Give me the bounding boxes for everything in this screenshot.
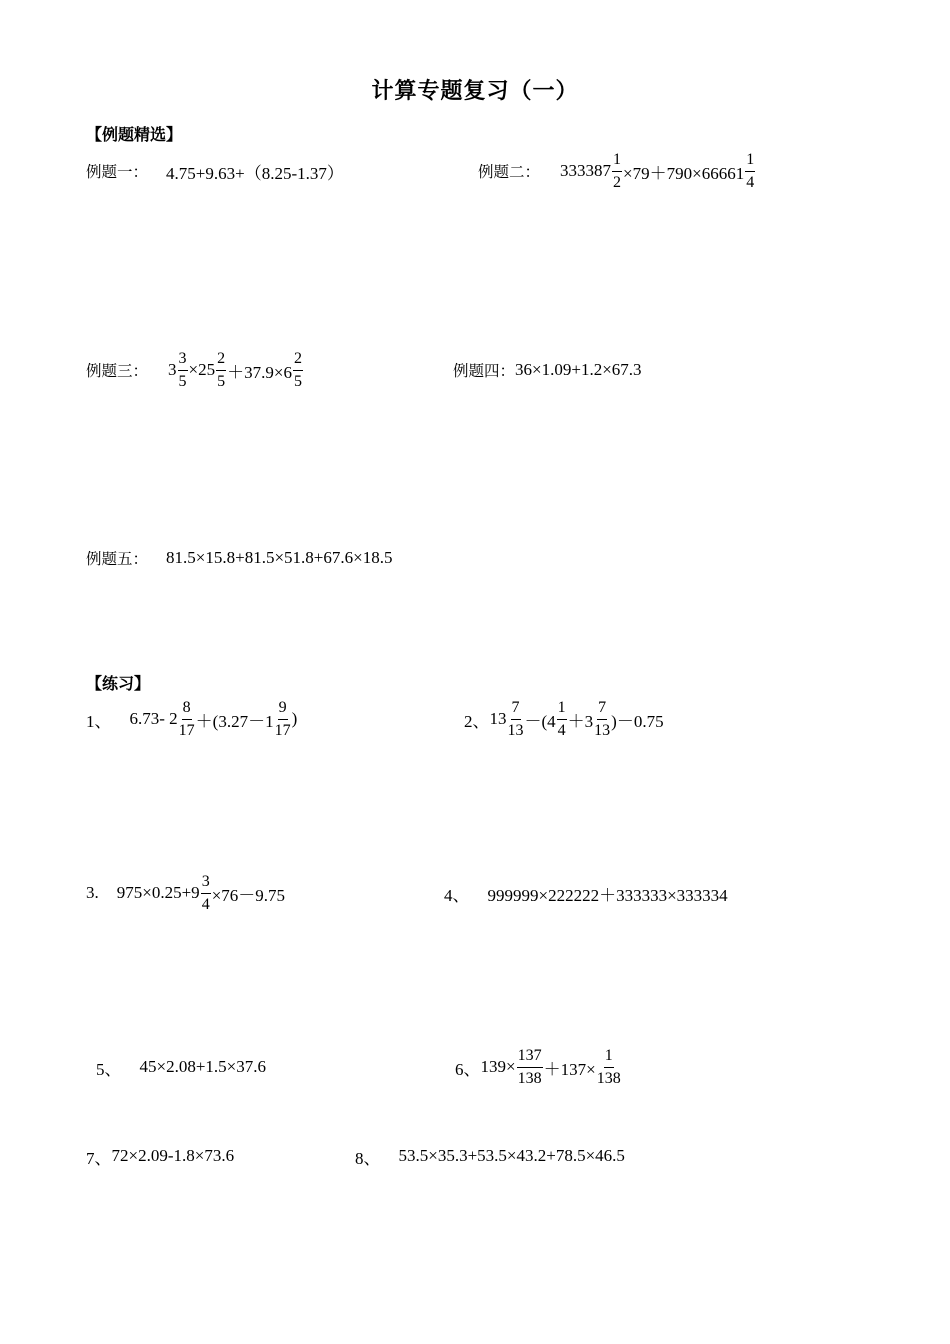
practice-6 — [455, 1044, 622, 1090]
practice-3-part: 975×0.25+9 — [116, 883, 200, 902]
fraction-numerator: 3 — [201, 874, 211, 894]
fraction — [508, 700, 524, 739]
fraction — [557, 700, 567, 739]
practice-1-part: ) — [291, 709, 298, 728]
fraction — [216, 351, 226, 390]
fraction-denominator: 17 — [274, 721, 291, 739]
example-3-label: 例题三： — [86, 362, 149, 380]
practice-5-expression: 45×2.08+1.5×37.6 — [139, 1057, 267, 1076]
fraction-denominator: 4 — [746, 173, 755, 191]
practice-1 — [86, 696, 297, 742]
fraction — [293, 351, 303, 390]
section-heading-practice: 【练习】 — [86, 674, 151, 693]
practice-7-label: 7、 — [86, 1148, 112, 1168]
example-5-expression: 81.5×15.8+81.5×51.8+67.6×18.5 — [166, 548, 393, 567]
example-4 — [453, 358, 642, 382]
practice-6-part: ＋137× — [543, 1059, 596, 1079]
fraction-numerator: 2 — [293, 351, 303, 371]
fraction-denominator: 13 — [594, 721, 611, 739]
fraction-numerator: 1 — [604, 1048, 614, 1068]
example-4-label: 例题四： — [453, 362, 516, 380]
fraction — [179, 700, 195, 739]
practice-3 — [86, 870, 285, 916]
practice-1-part: 6.73- 2 — [129, 709, 178, 728]
fraction — [594, 700, 610, 739]
practice-3-label: 3. — [86, 883, 99, 902]
example-3-part: 3 — [168, 360, 177, 379]
example-2 — [478, 148, 756, 194]
fraction-numerator: 1 — [745, 152, 755, 172]
practice-6-label: 6、 — [455, 1059, 481, 1079]
example-1 — [86, 159, 344, 183]
fraction-denominator: 138 — [517, 1069, 542, 1087]
example-5 — [86, 546, 392, 570]
practice-4-label: 4、 — [444, 885, 470, 905]
fraction-numerator: 137 — [517, 1048, 543, 1068]
fraction — [275, 700, 291, 739]
practice-8-label: 8、 — [355, 1148, 381, 1168]
fraction-denominator: 4 — [201, 895, 210, 913]
example-3 — [86, 347, 304, 393]
fraction-numerator: 7 — [597, 700, 607, 720]
practice-2-part: )－0.75 — [611, 711, 664, 731]
example-3-part: ＋37.9×6 — [227, 362, 292, 382]
fraction — [612, 152, 622, 191]
fraction-numerator: 1 — [612, 152, 622, 172]
practice-1-part: ＋(3.27－1 — [195, 711, 274, 731]
section-heading-examples: 【例题精选】 — [86, 125, 183, 144]
practice-2-part: ＋3 — [567, 711, 594, 731]
practice-5-label: 5、 — [96, 1059, 122, 1079]
page-title: 计算专题复习（一） — [371, 79, 579, 104]
fraction-numerator: 9 — [278, 700, 288, 720]
practice-7 — [86, 1144, 234, 1168]
fraction-numerator: 2 — [216, 351, 226, 371]
example-2-part: ×79＋790×66661 — [623, 163, 745, 183]
practice-2 — [464, 696, 664, 742]
practice-4-expression: 999999×222222＋333333×333334 — [487, 885, 728, 905]
practice-2-label: 2、 — [464, 711, 490, 731]
example-5-label: 例题五： — [86, 550, 149, 568]
practice-3-part: ×76－9.75 — [211, 885, 286, 905]
example-3-part: ×25 — [188, 360, 216, 379]
fraction — [201, 874, 211, 913]
example-4-expression: 36×1.09+1.2×67.3 — [515, 360, 642, 379]
practice-1-label: 1、 — [86, 711, 112, 731]
example-2-label: 例题二： — [478, 163, 541, 181]
fraction — [745, 152, 755, 191]
example-2-part: 333387 — [560, 161, 612, 180]
practice-8-expression: 53.5×35.3+53.5×43.2+78.5×46.5 — [398, 1146, 625, 1165]
fraction-denominator: 4 — [557, 721, 566, 739]
fraction-denominator: 138 — [596, 1069, 621, 1087]
practice-4 — [444, 881, 728, 905]
example-1-label: 例题一： — [86, 163, 149, 181]
practice-8 — [355, 1144, 625, 1168]
example-1-expression: 4.75+9.63+（8.25-1.37） — [166, 163, 344, 183]
fraction — [597, 1048, 621, 1087]
fraction-numerator: 1 — [557, 700, 567, 720]
fraction-numerator: 7 — [511, 700, 521, 720]
fraction-denominator: 5 — [178, 372, 187, 390]
fraction-numerator: 8 — [182, 700, 192, 720]
fraction-denominator: 2 — [613, 173, 622, 191]
practice-6-part: 139× — [480, 1057, 516, 1076]
practice-2-part: 13 — [489, 709, 507, 728]
fraction-denominator: 17 — [178, 721, 195, 739]
fraction-denominator: 5 — [217, 372, 226, 390]
practice-7-expression: 72×2.09-1.8×73.6 — [111, 1146, 235, 1165]
fraction — [517, 1048, 543, 1087]
fraction — [178, 351, 188, 390]
fraction-denominator: 5 — [293, 372, 302, 390]
practice-5 — [96, 1055, 266, 1079]
fraction-denominator: 13 — [507, 721, 524, 739]
fraction-numerator: 3 — [178, 351, 188, 371]
practice-2-part: －(4 — [524, 711, 556, 731]
